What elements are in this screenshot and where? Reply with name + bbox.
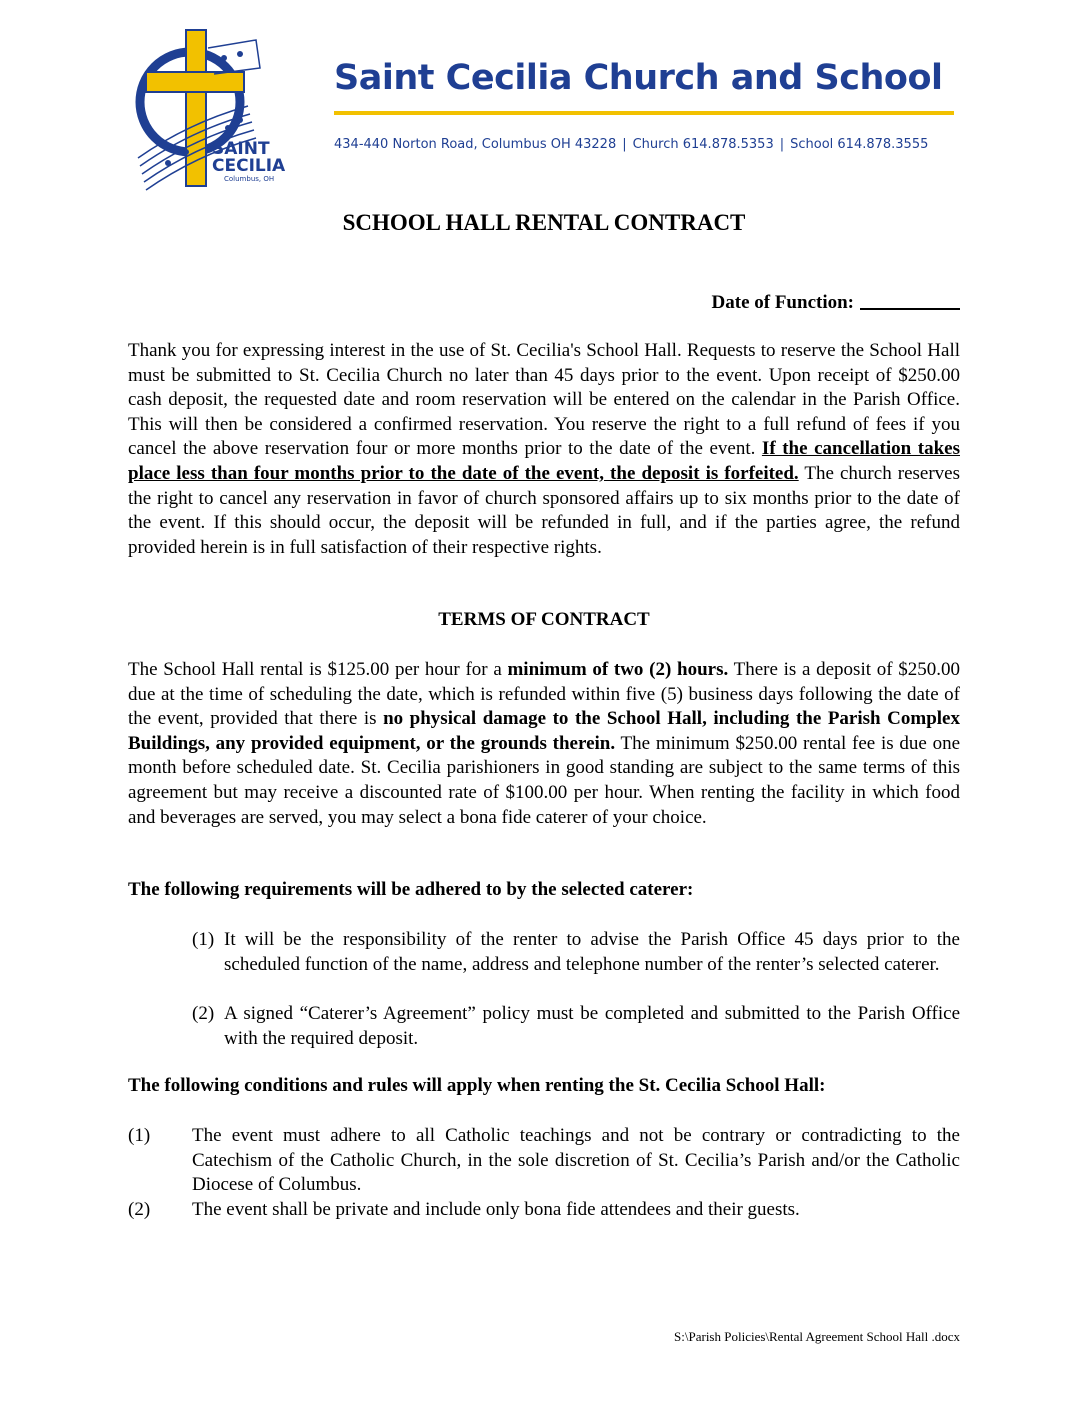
- caterer-item-number: (1): [192, 929, 215, 950]
- saint-cecilia-logo: [128, 28, 296, 204]
- caterer-item-text: It will be the responsibility of the renter to advise the Parish Office 45 days prior to the scheduled function of the name, address and telephone number of the renter’s selected caterer.: [224, 929, 960, 975]
- caterer-item-text: A signed “Caterer’s Agreement” policy must be completed and submitted to the Parish Office with the required deposit.: [224, 1003, 960, 1049]
- footer-file-path: S:\Parish Policies\Rental Agreement School Hall .docx: [674, 1329, 960, 1344]
- date-of-function: [712, 290, 960, 314]
- forfeit-notice: If the cancellation takes place less than four months prior to the date of the event, the deposit is forfeited.: [128, 438, 960, 484]
- church-name: Saint Cecilia Church and School: [334, 58, 943, 98]
- minimum-hours: minimum of two (2) hours.: [507, 659, 729, 680]
- rules-heading: The following conditions and rules will apply when renting the St. Cecilia School Hall:: [128, 1075, 826, 1096]
- address: 434-440 Norton Road, Columbus OH 43228: [334, 137, 617, 152]
- terms-text: The School Hall rental is $125.00 per hour for a: [128, 659, 508, 680]
- intro-paragraph: [128, 339, 960, 560]
- logo-text-saint: SAINT: [212, 139, 270, 159]
- logo-text-location: Columbus, OH: [224, 175, 275, 183]
- church-phone: Church 614.878.5353: [632, 137, 774, 152]
- terms-heading: TERMS OF CONTRACT: [438, 609, 650, 630]
- terms-text-cont: There is a deposit of $250.00 due at the time of scheduling the date, which is refunded within five (5) business days following the date of the event, provided that there is: [128, 659, 960, 730]
- caterer-heading: The following requirements will be adhered to by the selected caterer:: [128, 879, 694, 900]
- separator: |: [622, 137, 627, 152]
- caterer-item-number: (2): [192, 1003, 215, 1024]
- damage-condition: no physical damage to the School Hall, including the Parish Complex Buildings, any provided equipment, or the grounds therein.: [128, 708, 960, 754]
- rule-item-text: The event shall be private and include only bona fide attendees and their guests.: [192, 1199, 800, 1220]
- letterhead-rule: [334, 111, 954, 115]
- intro-text-cont: The church reserves the right to cancel any reservation in favor of church sponsored affairs up to six months prior to the date of the event. If this should occur, the deposit will be refunded in full, and if the parties agree, the refund provided herein is in full satisfaction of their respective rights.: [128, 462, 960, 558]
- date-of-function-label: Date of Function:: [711, 292, 854, 313]
- document-title: SCHOOL HALL RENTAL CONTRACT: [342, 210, 746, 235]
- terms-text-end: The minimum $250.00 rental fee is due one month before scheduled date. St. Cecilia parishioners in good standing are subject to the same terms of this agreement but may receive a discounted rate of $100.00 per hour. When renting the facility in which food and beverages are served, you may select a bona fide caterer of your choice.: [128, 732, 960, 828]
- rule-item-number: (2): [128, 1199, 151, 1220]
- rule-item-text: The event must adhere to all Catholic teachings and not be contrary or contradicting to the Catechism of the Catholic Church, in the sole discretion of St. Cecilia’s Parish and/or the Catholic Diocese of Columbus.: [192, 1125, 960, 1196]
- school-phone: School 614.878.3555: [790, 137, 929, 152]
- intro-text: Thank you for expressing interest in the use of St. Cecilia's School Hall. Requests to reserve the School Hall must be submitted to St. Cecilia Church no later than 45 days prior to the event. Upon receipt of $250.00 cash deposit, the requested date and room reservation will be entered on the calendar in the Parish Office. This will then be considered a confirmed reservation. You reserve the right to a full refund of fees if you cancel the above reservation four or more months prior to the date of the event.: [128, 340, 960, 460]
- date-of-function-blank: [860, 290, 960, 310]
- rule-item-number: (1): [128, 1125, 151, 1146]
- logo-text-cecilia: CECILIA: [212, 156, 286, 176]
- contact-line: [334, 137, 928, 152]
- separator: |: [779, 137, 785, 152]
- terms-paragraph: [128, 658, 960, 830]
